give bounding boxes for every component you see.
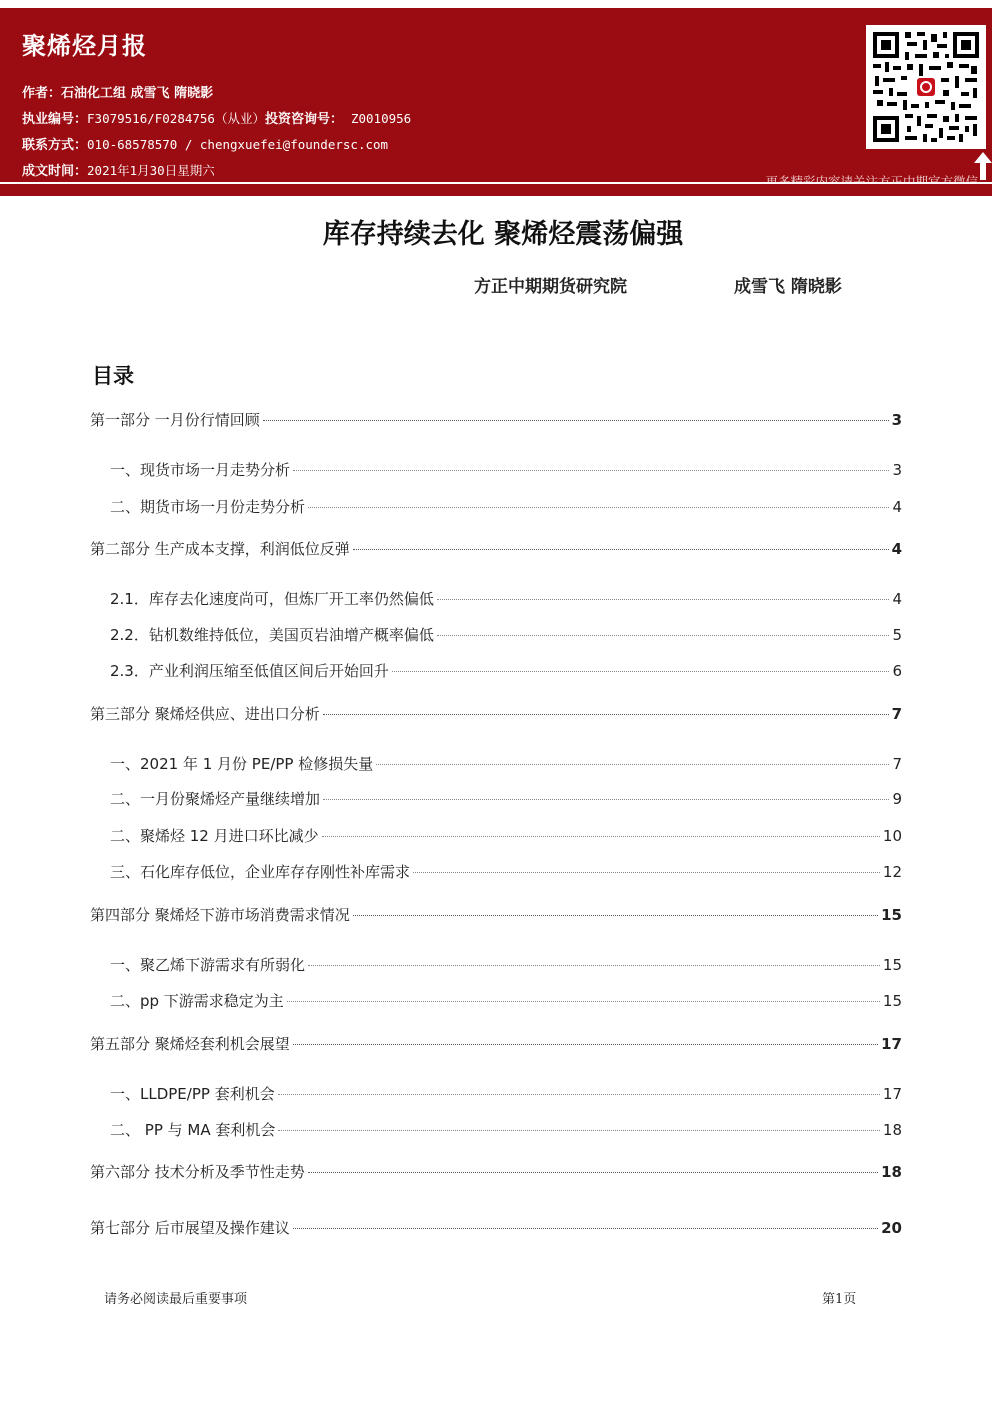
document-title: 库存持续去化 聚烯烃震荡偏强 [322, 219, 684, 250]
advisory-value: Z0010956 [350, 111, 412, 126]
toc-item-label: 一、聚乙烯下游需求有所弱化 [110, 956, 306, 974]
toc-item-page: 3 [891, 411, 902, 429]
toc-item-label: 2.1．库存去化速度尚可，但炼厂开工率仍然偏低 [110, 590, 434, 608]
toc-item-page: 9 [892, 790, 902, 808]
toc-item-label: 第四部分 聚烯烃下游市场消费需求情况 [90, 906, 350, 924]
toc-item-page: 20 [881, 1219, 902, 1237]
advisory-label: 投资咨询号： [264, 112, 343, 127]
toc-item-page: 18 [882, 1121, 902, 1139]
toc-leader [392, 671, 890, 672]
toc-leader [308, 965, 880, 966]
toc-item-label: 第六部分 技术分析及季节性走势 [90, 1163, 305, 1181]
toc-item-label: 二、一月份聚烯烃产量继续增加 [110, 790, 321, 808]
toc-item-label: 第二部分 生产成本支撑，利润低位反弹 [90, 540, 350, 558]
toc-leader [287, 1001, 880, 1002]
toc-item-label: 2.3．产业利润压缩至低值区间后开始回升 [110, 662, 389, 680]
toc-leader [376, 764, 889, 765]
toc-leader [278, 1130, 880, 1131]
toc-leader [413, 872, 880, 873]
license-label: 执业编号： [22, 112, 88, 127]
toc-leader [293, 1228, 878, 1229]
toc-item-page: 7 [892, 755, 902, 773]
byline-authors: 成雪飞 隋晓影 [734, 277, 842, 297]
toc-item-page: 7 [891, 705, 902, 723]
toc-item-label: 二、 PP 与 MA 套利机会 [110, 1121, 276, 1139]
toc-item-page: 6 [892, 662, 902, 680]
toc-item-page: 4 [892, 498, 902, 516]
toc-leader [278, 1094, 880, 1095]
toc-item-page: 4 [891, 540, 902, 558]
toc-item[interactable] [110, 624, 902, 646]
toc-item-label: 一、LLDPE/PP 套利机会 [110, 1085, 275, 1103]
toc-item-page: 15 [881, 906, 902, 924]
toc-item[interactable] [90, 538, 902, 560]
toc-item-label: 二、pp 下游需求稳定为主 [110, 992, 284, 1010]
toc-item[interactable] [90, 409, 902, 431]
toc-leader [353, 915, 878, 916]
author-value: 石油化工组 成雪飞 隋晓影 [61, 86, 214, 101]
contact-label: 联系方式： [22, 138, 88, 153]
toc-item[interactable] [110, 788, 902, 810]
toc-item[interactable] [90, 703, 902, 725]
toc-item-label: 二、期货市场一月份走势分析 [110, 498, 306, 516]
toc-item-page: 12 [882, 863, 902, 881]
toc-leader [353, 549, 889, 550]
toc-item[interactable] [110, 459, 902, 481]
toc-leader [263, 420, 889, 421]
toc-item-page: 17 [881, 1035, 902, 1053]
toc-leader [323, 714, 889, 715]
footer-page-number: 第1页 [822, 1292, 857, 1307]
license-value: F3079516/F0284756（从业） [87, 111, 265, 126]
toc-item-label: 第三部分 聚烯烃供应、进出口分析 [90, 705, 320, 723]
toc-item-page: 5 [892, 626, 902, 644]
toc-leader [437, 599, 890, 600]
toc-leader [308, 1172, 878, 1173]
toc-leader [323, 799, 889, 800]
toc-item-page: 15 [882, 992, 902, 1010]
toc-item[interactable] [110, 660, 902, 682]
toc-item[interactable] [90, 1217, 902, 1239]
toc-heading: 目录 [92, 364, 134, 388]
toc-item[interactable] [90, 1161, 902, 1183]
toc-item-page: 18 [881, 1163, 902, 1181]
toc-item-label: 三、石化库存低位，企业库存存刚性补库需求 [110, 863, 411, 881]
date-value: 2021年1月30日星期六 [87, 163, 215, 178]
date-label: 成文时间： [22, 164, 88, 179]
toc-item[interactable] [90, 1033, 902, 1055]
toc-item-label: 第七部分 后市展望及操作建议 [90, 1219, 290, 1237]
toc-leader [308, 507, 889, 508]
toc-item-page: 4 [892, 590, 902, 608]
toc-leader [437, 635, 890, 636]
toc-item-label: 第一部分 一月份行情回顾 [90, 411, 260, 429]
report-title: 聚烯烃月报 [22, 32, 147, 60]
toc-item[interactable] [90, 904, 902, 926]
toc-item-page: 3 [892, 461, 902, 479]
byline-institute: 方正中期期货研究院 [474, 277, 627, 297]
toc-leader [293, 470, 889, 471]
toc-item-page: 10 [882, 827, 902, 845]
author-label: 作者： [22, 86, 62, 101]
toc-item[interactable] [110, 1083, 902, 1105]
toc-item[interactable] [110, 588, 902, 610]
toc-item[interactable] [110, 753, 902, 775]
toc-item-page: 15 [882, 956, 902, 974]
toc-item-label: 2.2．钻机数维持低位，美国页岩油增产概率偏低 [110, 626, 434, 644]
toc-item-label: 一、2021 年 1 月份 PE/PP 检修损失量 [110, 755, 374, 773]
toc-item[interactable] [110, 1119, 902, 1141]
toc-item-page: 17 [882, 1085, 902, 1103]
toc-item[interactable] [110, 990, 902, 1012]
toc-leader [322, 836, 880, 837]
toc-item[interactable] [110, 954, 902, 976]
toc-item[interactable] [110, 861, 902, 883]
toc-leader [293, 1044, 878, 1045]
toc-item-label: 一、现货市场一月走势分析 [110, 461, 291, 479]
contact-value: 010-68578570 / chengxuefei@foundersc.com [87, 137, 389, 152]
toc-item[interactable] [110, 496, 902, 518]
footer-notice: 请务必阅读最后重要事项 [104, 1292, 248, 1307]
toc-item[interactable] [110, 825, 902, 847]
toc-item-label: 二、聚烯烃 12 月进口环比减少 [110, 827, 319, 845]
toc-item-label: 第五部分 聚烯烃套利机会展望 [90, 1035, 290, 1053]
